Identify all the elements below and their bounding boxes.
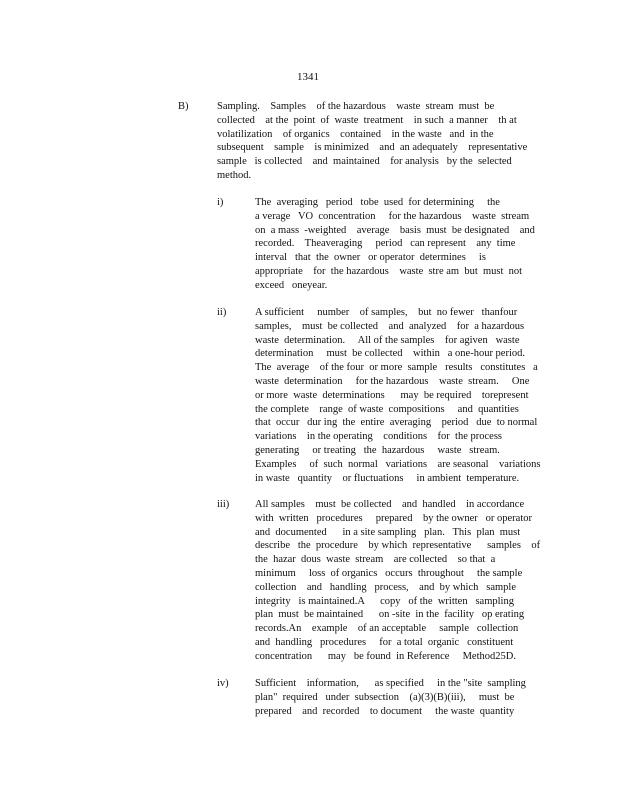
- text-line: variations in the operating conditions for the process: [255, 431, 502, 443]
- text-line: recorded. Theaveraging period can represent any time: [255, 238, 516, 250]
- page-number: 1341: [297, 71, 319, 83]
- text-line: interval that the owner or operator determines is: [255, 252, 486, 264]
- text-line: records.An example of an acceptable sample collection: [255, 623, 519, 635]
- subsection-iii-text: [255, 498, 545, 664]
- subsection-label-iii: iii): [217, 499, 230, 510]
- text-line: The average of the four or more sample results constitutes a: [255, 362, 538, 374]
- text-line: Sufficient information, as specified in the "site sampling: [255, 678, 526, 689]
- text-line: plan" required under subsection (a)(3)(B)(iii), must be: [255, 691, 515, 703]
- text-line: All samples must be collected and handled in accordance: [255, 499, 525, 510]
- section-b-text: [217, 100, 528, 183]
- text-line: collection and handling process, and by which sample: [255, 581, 516, 593]
- text-line: subsequent sample is minimized and an adequately representative: [217, 142, 528, 154]
- text-line: appropriate for the hazardous waste stre am but must not: [255, 265, 523, 277]
- text-line: A sufficient number of samples, but no fewer thanfour: [255, 307, 518, 318]
- text-line: method.: [217, 169, 252, 181]
- text-line: that occur dur ing the entire averaging period due to normal: [255, 417, 538, 429]
- text-line: or more waste determinations may be required torepresent: [255, 389, 529, 401]
- text-line: a verage VO concentration for the hazardous waste stream: [255, 210, 530, 222]
- text-line: and documented in a site sampling plan. This plan must: [255, 526, 521, 538]
- text-line: in waste quantity or fluctuations in ambient temperature.: [255, 472, 520, 484]
- text-line: sample is collected and maintained for analysis by the selected: [217, 156, 512, 168]
- text-line: the complete range of waste compositions and quantities: [255, 403, 519, 415]
- subsection-i-text: [255, 196, 545, 293]
- text-line: and handling procedures for a total organic constituent: [255, 636, 514, 648]
- text-line: plan must be maintained on -site in the facility op erating: [255, 609, 525, 621]
- section-label-b: B): [178, 101, 189, 112]
- text-line: Sampling. Samples of the hazardous waste stream must be: [217, 101, 495, 112]
- text-line: concentration may be found in Reference Method25D.: [255, 650, 516, 662]
- text-line: integrity is maintained.A copy of the written sampling: [255, 595, 514, 607]
- text-line: the hazar dous waste stream are collected so that a: [255, 554, 496, 566]
- text-line: collected at the point of waste treatment in such a manner th at: [217, 114, 517, 126]
- subsection-iv-text: [255, 677, 545, 718]
- text-line: waste determination for the hazardous waste stream. One: [255, 375, 530, 387]
- text-line: volatilization of organics contained in the waste and in the: [217, 128, 494, 140]
- text-line: describe the procedure by which representative samples of: [255, 540, 541, 552]
- subsection-label-ii: ii): [217, 307, 227, 318]
- text-line: The averaging period tobe used for determining the: [255, 197, 500, 208]
- text-line: prepared and recorded to document the waste quantity: [255, 705, 515, 717]
- text-line: exceed oneyear.: [255, 279, 328, 291]
- text-line: Examples of such normal variations are seasonal variations: [255, 458, 541, 470]
- text-line: generating or treating the hazardous waste stream.: [255, 444, 500, 456]
- text-line: on a mass -weighted average basis must be designated and: [255, 224, 535, 236]
- subsection-label-i: i): [217, 197, 224, 208]
- text-line: minimum loss of organics occurs throughout the sample: [255, 567, 523, 579]
- subsection-ii-text: [255, 306, 545, 485]
- text-line: waste determination. All of the samples for agiven waste: [255, 334, 520, 346]
- text-line: with written procedures prepared by the owner or operator: [255, 512, 532, 524]
- subsection-label-iv: iv): [217, 678, 229, 689]
- text-line: samples, must be collected and analyzed for a hazardous: [255, 320, 525, 332]
- text-line: determination must be collected within a one-hour period.: [255, 348, 526, 360]
